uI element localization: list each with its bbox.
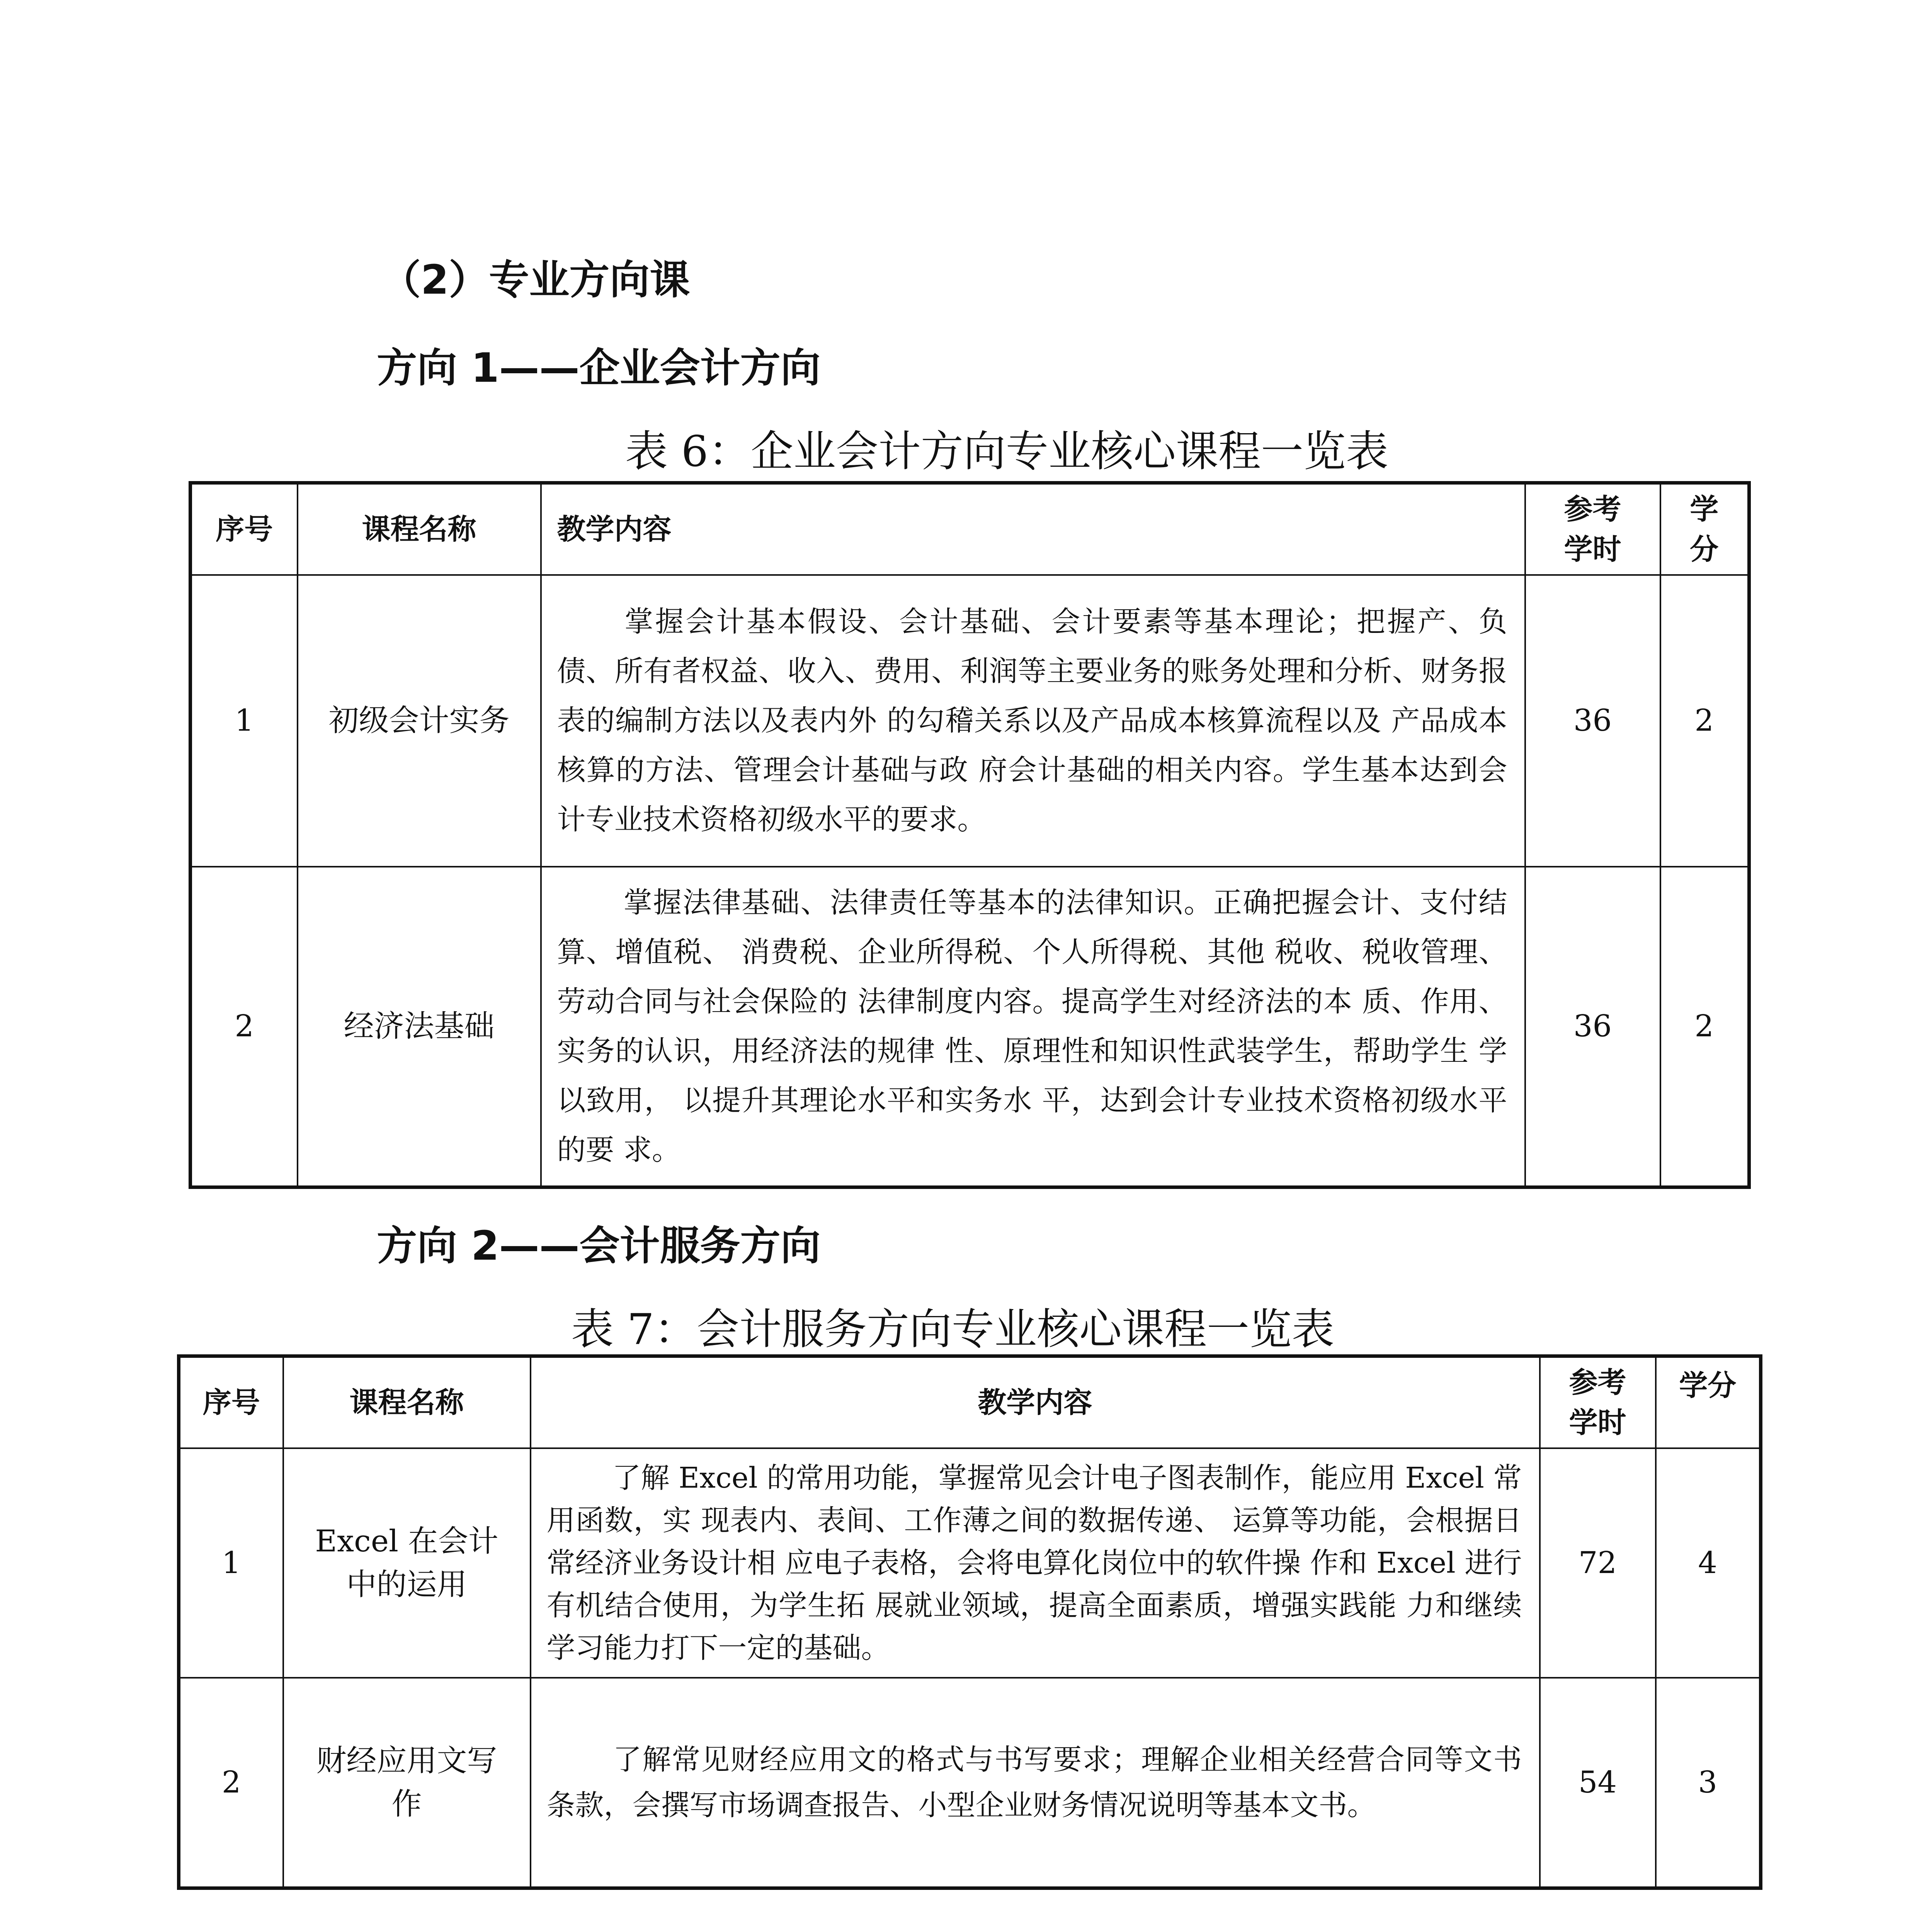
- table-7-header-credit: 学分: [1656, 1356, 1761, 1448]
- table-6-caption: 表 6：企业会计方向专业核心课程一览表: [625, 427, 1388, 476]
- table-7-row-2-hours: 54: [1540, 1678, 1656, 1888]
- table-7-row-1-hours: 72: [1540, 1448, 1656, 1678]
- table-row: [179, 1678, 1761, 1888]
- table-6-header-hours: 参考学时: [1525, 483, 1660, 575]
- table-6-row-1-name: 初级会计实务: [298, 575, 541, 867]
- table-6-row-2-content: 掌握法律基础、法律责任等基本的法律知识。正确把握会计、支付结算、增值税、 消费税、企业所得税、个人所得税、其他 税收、税收管理、劳动合同与社会保险的 法律制度内容。提高学生对经济法的本 质、作用、实务的认识，用经济法的规律 性、原理性和知识性武装学生，帮助学生 学以致用， 以提升其理论水平和实务水 平，达到会计专业技术资格初级水平的要 求。: [557, 886, 1507, 1167]
- table-7-row-1-name: Excel 在会计中的运用: [283, 1448, 531, 1678]
- table-6-row-1-content: 掌握会计基本假设、会计基础、会计要素等基本理论；把握产、负债、所有者权益、收入、费用、利润等主要业务的账务处理和分析、财务报表的编制方法以及表内外 的勾稽关系以及产品成本核算流程以及 产品成本核算的方法、管理会计基础与政 府会计基础的相关内容。学生基本达到会 计专业技术资格初级水平的要求。: [557, 605, 1507, 836]
- table-7-row-2-name: 财经应用文写作: [283, 1678, 531, 1888]
- table-7-row-1-credit: 4: [1656, 1448, 1761, 1678]
- table-6-row-2-hours: 36: [1525, 867, 1660, 1187]
- table-6-header-no: 序号: [191, 483, 298, 575]
- table-7-row-2-content-cell: [531, 1678, 1540, 1888]
- table-6-header-row: [191, 483, 1749, 575]
- table-7-row-2-content: 了解常见财经应用文的格式与书写要求；理解企业相关经营合同等文书条款，会撰写市场调查报告、小型企业财务情况说明等基本文书。: [546, 1743, 1522, 1822]
- table-7-header-no: 序号: [179, 1356, 283, 1448]
- table-7-header-name: 课程名称: [283, 1356, 531, 1448]
- table-6: [189, 481, 1751, 1189]
- table-7: [177, 1354, 1762, 1890]
- table-6-row-1-content-cell: [541, 575, 1525, 867]
- table-6-row-2-name: 经济法基础: [298, 867, 541, 1187]
- table-6-row-2-content-cell: [541, 867, 1525, 1187]
- table-7-row-2-credit: 3: [1656, 1678, 1761, 1888]
- direction-2-title: 方向 2——会计服务方向: [377, 1222, 821, 1269]
- section-2-title: （2）专业方向课: [381, 256, 690, 303]
- table-6-row-2-credit: 2: [1660, 867, 1749, 1187]
- direction-1-title: 方向 1——企业会计方向: [377, 344, 821, 391]
- table-7-header-row: [179, 1356, 1761, 1448]
- table-7-header-hours: 参考学时: [1540, 1356, 1656, 1448]
- table-7-row-1-content: 了解 Excel 的常用功能，掌握常见会计电子图表制作，能应用 Excel 常用函数，实 现表内、表间、工作薄之间的数据传递、 运算等功能，会根据日常经济业务设计相 应电子表格，会将电算化岗位中的软件操 作和 Excel 进行有机结合使用，为学生拓 展就业领域，提高全面素质，增强实践能 力和继续学习能力打下一定的基础。: [546, 1461, 1522, 1665]
- table-7-row-1-content-cell: [531, 1448, 1540, 1678]
- table-6-row-1-hours: 36: [1525, 575, 1660, 867]
- table-7-header-content: 教学内容: [531, 1356, 1540, 1448]
- table-6-row-1-no: 1: [191, 575, 298, 867]
- table-6-row-1-credit: 2: [1660, 575, 1749, 867]
- table-7-row-1-no: 1: [179, 1448, 283, 1678]
- table-7-row-2-no: 2: [179, 1678, 283, 1888]
- table-6-header-content: 教学内容: [541, 483, 1525, 575]
- table-6-header-credit: 学分: [1660, 483, 1749, 575]
- table-6-header-name: 课程名称: [298, 483, 541, 575]
- table-row: [191, 867, 1749, 1187]
- table-row: [191, 575, 1749, 867]
- table-7-caption: 表 7：会计服务方向专业核心课程一览表: [571, 1304, 1334, 1354]
- table-6-row-2-no: 2: [191, 867, 298, 1187]
- table-row: [179, 1448, 1761, 1678]
